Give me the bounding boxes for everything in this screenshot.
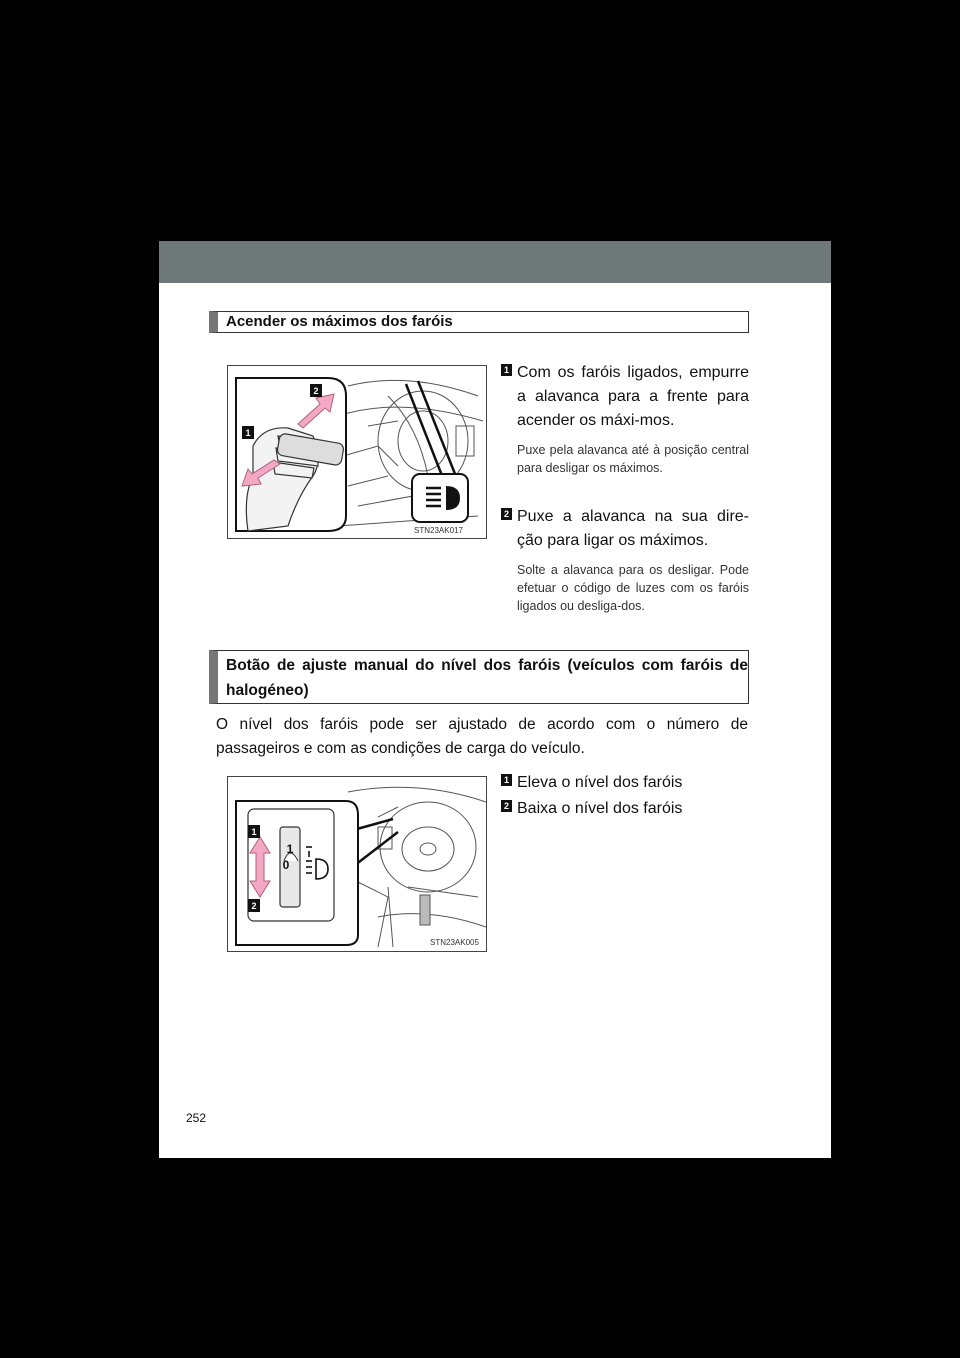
step-note: Solte a alavanca para os desligar. Pode efetuar o código de luzes com os faróis ligados ou desliga-dos. — [517, 563, 749, 613]
section-title-headlight-level: Botão de ajuste manual do nível dos faróis (veículos com faróis de halogéneo) — [209, 650, 749, 704]
figure1-code: STN23AK017 — [414, 526, 463, 535]
page-number: 252 — [186, 1111, 207, 1125]
step-number-badge: 1 — [501, 364, 512, 376]
dial-label-0: 0 — [282, 858, 290, 872]
figure1-badge-1: 1 — [245, 428, 251, 438]
step-text: Baixa o nível dos faróis — [517, 800, 683, 817]
section-title-high-beams: Acender os máximos dos faróis — [209, 311, 749, 333]
step-number-badge: 2 — [501, 800, 512, 812]
step-note: Puxe pela alavanca até à posição central para desligar os máximos. — [517, 443, 749, 475]
high-beam-icon — [412, 474, 468, 522]
header-bar — [159, 241, 831, 283]
figure-headlight-level-dial — [227, 776, 487, 952]
step-text: Eleva o nível dos faróis — [517, 774, 683, 791]
step-1-high-beam — [501, 361, 749, 477]
step-number-badge: 2 — [501, 508, 512, 520]
figure2-badge-1: 1 — [251, 827, 257, 837]
section2-body: O nível dos faróis pode ser ajustado de acordo com o número de passageiros e com as condições de carga do veículo. — [216, 716, 748, 757]
step-2-high-beam — [501, 505, 749, 615]
headlight-level-illustration — [228, 777, 486, 951]
figure2-code: STN23AK005 — [430, 938, 479, 947]
step-text: Com os faróis ligados, empurre a alavanca para a frente para acender os máxi-mos. — [517, 364, 749, 429]
high-beam-lever-illustration — [228, 366, 486, 538]
step-number-badge: 1 — [501, 774, 512, 786]
step-2-lower-level — [501, 797, 749, 821]
step-text: Puxe a alavanca na sua dire-ção para ligar os máximos. — [517, 508, 749, 549]
manual-page — [159, 241, 831, 1158]
figure2-badge-2: 2 — [251, 901, 257, 911]
figure-high-beam-lever — [227, 365, 487, 539]
step-1-raise-level — [501, 771, 749, 795]
dial-label-1: 1 — [286, 842, 294, 856]
figure1-badge-2: 2 — [313, 386, 319, 396]
